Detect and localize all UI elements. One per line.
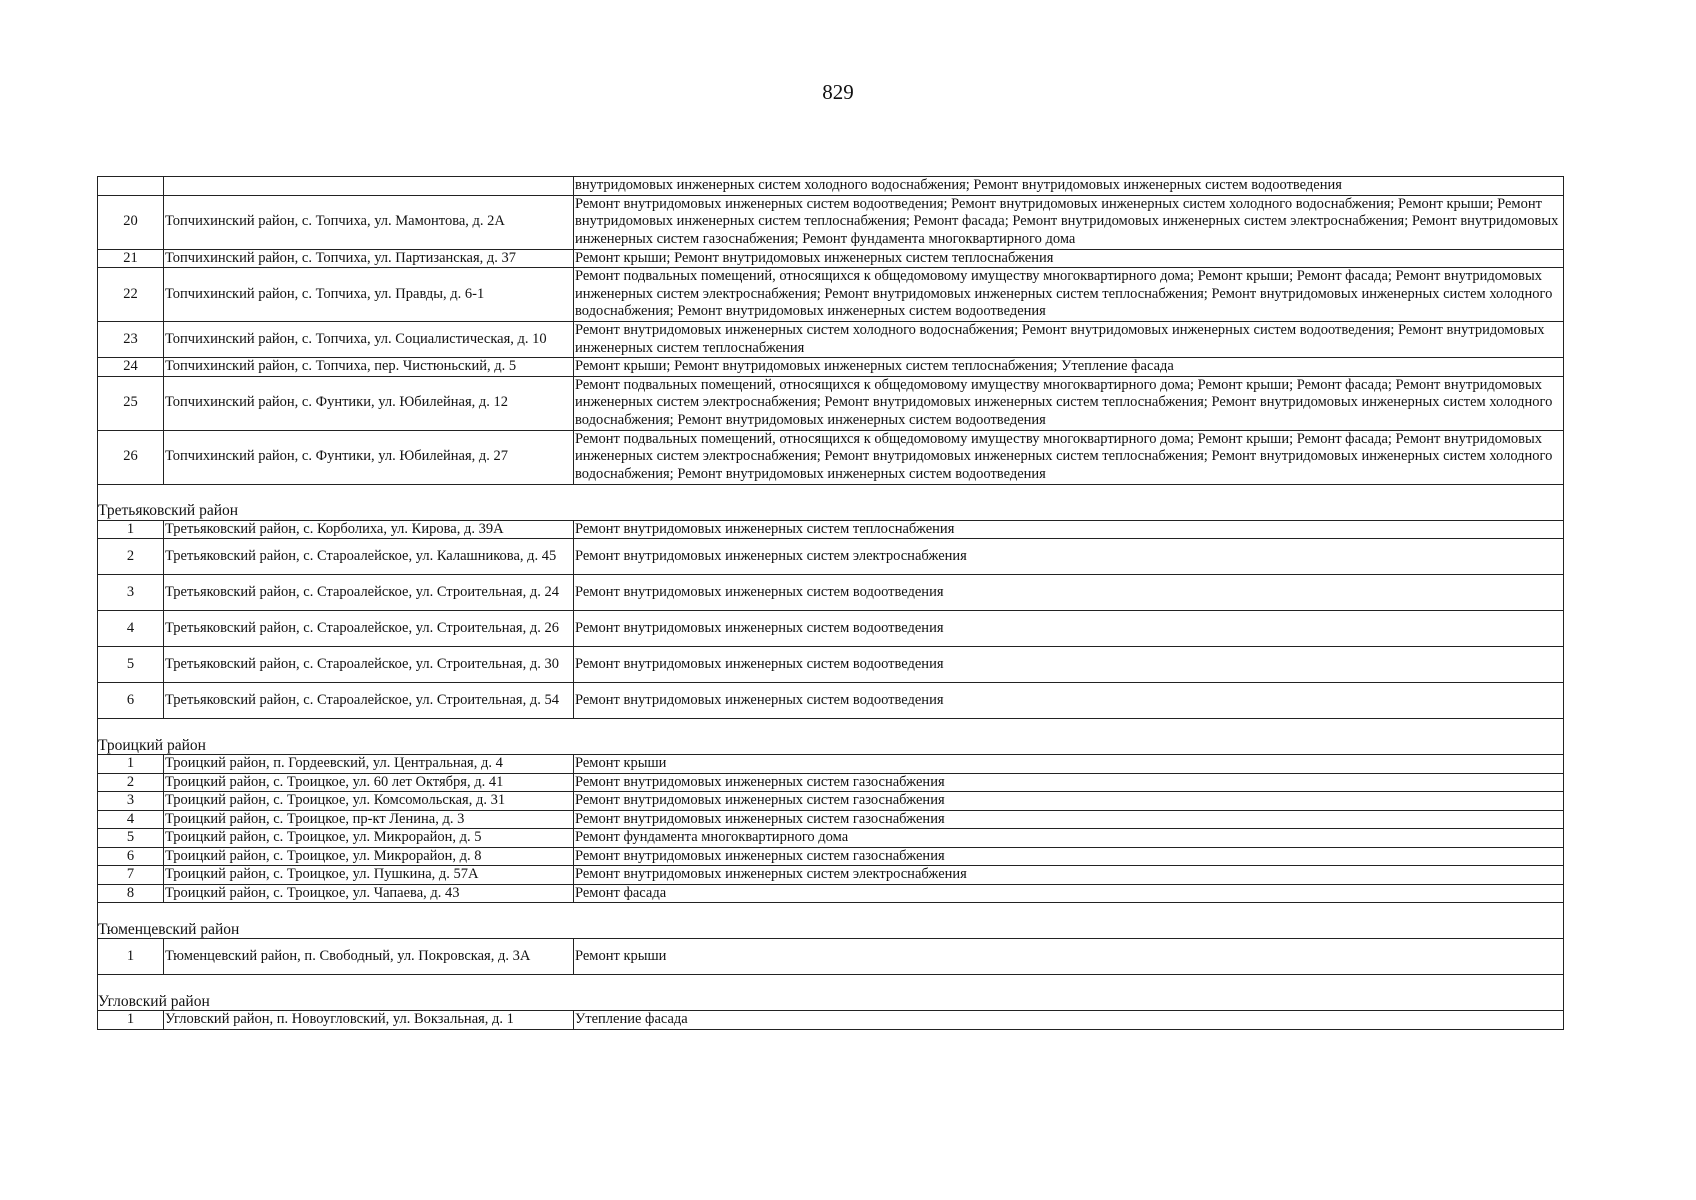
table-row (98, 177, 1564, 196)
table-row (98, 683, 1564, 719)
row-address: Третьяковский район, с. Корболиха, ул. Кирова, д. 39А (164, 520, 574, 539)
row-number: 8 (98, 884, 164, 903)
table-row (98, 539, 1564, 575)
row-number: 5 (98, 829, 164, 848)
row-work: Ремонт внутридомовых инженерных систем газоснабжения (574, 773, 1564, 792)
row-address: Топчихинский район, с. Топчиха, ул. Социалистическая, д. 10 (164, 322, 574, 358)
section-title: Угловский район (98, 975, 1564, 1011)
row-address: Третьяковский район, с. Староалейское, ул. Строительная, д. 26 (164, 611, 574, 647)
row-address: Третьяковский район, с. Староалейское, ул. Калашникова, д. 45 (164, 539, 574, 575)
row-work: Ремонт внутридомовых инженерных систем водоотведения; Ремонт внутридомовых инженерных систем холодного водоснабжения; Ремонт крыши; Ремонт внутридомовых инженерных систем теплоснабжения; Ремонт фасада; Ремонт внутридомовых инженерных систем электроснабжения; Ремонт внутридомовых инженерных систем газоснабжения; Ремонт фундамента многоквартирного дома (574, 195, 1564, 249)
row-address: Троицкий район, с. Троицкое, ул. Пушкина, д. 57А (164, 866, 574, 885)
row-address: Третьяковский район, с. Староалейское, ул. Строительная, д. 54 (164, 683, 574, 719)
row-work: Утепление фасада (574, 1011, 1564, 1030)
table-row (98, 829, 1564, 848)
row-number: 21 (98, 249, 164, 268)
row-address: Троицкий район, с. Троицкое, пр-кт Ленина, д. 3 (164, 810, 574, 829)
row-work: Ремонт внутридомовых инженерных систем теплоснабжения (574, 520, 1564, 539)
table-row (98, 520, 1564, 539)
row-address: Третьяковский район, с. Староалейское, ул. Строительная, д. 24 (164, 575, 574, 611)
table-row (98, 376, 1564, 430)
row-number: 1 (98, 939, 164, 975)
section-heading-row (98, 975, 1564, 1011)
row-number: 25 (98, 376, 164, 430)
row-work: Ремонт фасада (574, 884, 1564, 903)
table-row (98, 430, 1564, 484)
row-number: 5 (98, 647, 164, 683)
row-number: 1 (98, 520, 164, 539)
table-row (98, 884, 1564, 903)
row-number: 4 (98, 611, 164, 647)
row-number: 2 (98, 773, 164, 792)
section-title: Третьяковский район (98, 484, 1564, 520)
table-row (98, 773, 1564, 792)
table-row (98, 195, 1564, 249)
row-work: Ремонт подвальных помещений, относящихся к общедомовому имуществу многоквартирного дома; Ремонт крыши; Ремонт фасада; Ремонт внутридомовых инженерных систем электроснабжения; Ремонт внутридомовых инженерных систем теплоснабжения; Ремонт внутридомовых инженерных систем холодного водоснабжения; Ремонт внутридомовых инженерных систем водоотведения (574, 430, 1564, 484)
row-work: Ремонт крыши; Ремонт внутридомовых инженерных систем теплоснабжения (574, 249, 1564, 268)
row-address: Троицкий район, п. Гордеевский, ул. Центральная, д. 4 (164, 755, 574, 774)
section-heading-row (98, 484, 1564, 520)
row-address: Троицкий район, с. Троицкое, ул. Микрорайон, д. 8 (164, 847, 574, 866)
row-number: 23 (98, 322, 164, 358)
section-title: Тюменцевский район (98, 903, 1564, 939)
row-address: Тюменцевский район, п. Свободный, ул. Покровская, д. 3А (164, 939, 574, 975)
row-work: Ремонт внутридомовых инженерных систем водоотведения (574, 683, 1564, 719)
section-heading-row (98, 719, 1564, 755)
row-number: 6 (98, 683, 164, 719)
row-work: Ремонт внутридомовых инженерных систем холодного водоснабжения; Ремонт внутридомовых инженерных систем водоотведения; Ремонт внутридомовых инженерных систем теплоснабжения (574, 322, 1564, 358)
row-address: Троицкий район, с. Троицкое, ул. Комсомольская, д. 31 (164, 792, 574, 811)
row-work: Ремонт подвальных помещений, относящихся к общедомовому имуществу многоквартирного дома; Ремонт крыши; Ремонт фасада; Ремонт внутридомовых инженерных систем электроснабжения; Ремонт внутридомовых инженерных систем теплоснабжения; Ремонт внутридомовых инженерных систем холодного водоснабжения; Ремонт внутридомовых инженерных систем водоотведения (574, 376, 1564, 430)
row-address: Троицкий район, с. Троицкое, ул. Чапаева, д. 43 (164, 884, 574, 903)
row-number (98, 177, 164, 196)
row-work: Ремонт внутридомовых инженерных систем газоснабжения (574, 810, 1564, 829)
row-number: 22 (98, 268, 164, 322)
row-address: Топчихинский район, с. Топчиха, ул. Партизанская, д. 37 (164, 249, 574, 268)
row-address: Топчихинский район, с. Топчиха, ул. Мамонтова, д. 2А (164, 195, 574, 249)
row-work: Ремонт подвальных помещений, относящихся к общедомовому имуществу многоквартирного дома; Ремонт крыши; Ремонт фасада; Ремонт внутридомовых инженерных систем электроснабжения; Ремонт внутридомовых инженерных систем теплоснабжения; Ремонт внутридомовых инженерных систем холодного водоснабжения; Ремонт внутридомовых инженерных систем водоотведения (574, 268, 1564, 322)
table-row (98, 810, 1564, 829)
table-row (98, 358, 1564, 377)
row-work: Ремонт внутридомовых инженерных систем электроснабжения (574, 539, 1564, 575)
row-work: Ремонт крыши (574, 755, 1564, 774)
row-work: Ремонт внутридомовых инженерных систем водоотведения (574, 611, 1564, 647)
table-row (98, 268, 1564, 322)
row-address: Топчихинский район, с. Фунтики, ул. Юбилейная, д. 27 (164, 430, 574, 484)
row-work: внутридомовых инженерных систем холодного водоснабжения; Ремонт внутридомовых инженерных систем водоотведения (574, 177, 1564, 196)
row-work: Ремонт внутридомовых инженерных систем газоснабжения (574, 847, 1564, 866)
row-address: Троицкий район, с. Троицкое, ул. Микрорайон, д. 5 (164, 829, 574, 848)
section-title: Троицкий район (98, 719, 1564, 755)
row-number: 6 (98, 847, 164, 866)
table-row (98, 575, 1564, 611)
table-row (98, 611, 1564, 647)
table-row (98, 322, 1564, 358)
row-address: Третьяковский район, с. Староалейское, ул. Строительная, д. 30 (164, 647, 574, 683)
row-number: 1 (98, 755, 164, 774)
row-work: Ремонт внутридомовых инженерных систем электроснабжения (574, 866, 1564, 885)
table-row (98, 792, 1564, 811)
row-number: 2 (98, 539, 164, 575)
row-address: Топчихинский район, с. Топчиха, ул. Правды, д. 6-1 (164, 268, 574, 322)
page-number: 829 (822, 80, 854, 104)
row-number: 26 (98, 430, 164, 484)
table-row (98, 939, 1564, 975)
row-work: Ремонт крыши; Ремонт внутридомовых инженерных систем теплоснабжения; Утепление фасада (574, 358, 1564, 377)
row-address: Троицкий район, с. Троицкое, ул. 60 лет Октября, д. 41 (164, 773, 574, 792)
repair-registry-table (97, 176, 1564, 1030)
row-work: Ремонт крыши (574, 939, 1564, 975)
row-address: Топчихинский район, с. Фунтики, ул. Юбилейная, д. 12 (164, 376, 574, 430)
table-row (98, 755, 1564, 774)
row-number: 3 (98, 575, 164, 611)
table-row (98, 1011, 1564, 1030)
row-work: Ремонт фундамента многоквартирного дома (574, 829, 1564, 848)
row-number: 24 (98, 358, 164, 377)
row-number: 4 (98, 810, 164, 829)
row-number: 20 (98, 195, 164, 249)
row-work: Ремонт внутридомовых инженерных систем газоснабжения (574, 792, 1564, 811)
table-row (98, 866, 1564, 885)
table-row (98, 249, 1564, 268)
row-address: Угловский район, п. Новоугловский, ул. Вокзальная, д. 1 (164, 1011, 574, 1030)
row-address: Топчихинский район, с. Топчиха, пер. Чистюньский, д. 5 (164, 358, 574, 377)
row-number: 7 (98, 866, 164, 885)
table-row (98, 847, 1564, 866)
row-number: 3 (98, 792, 164, 811)
row-number: 1 (98, 1011, 164, 1030)
row-address (164, 177, 574, 196)
table-row (98, 647, 1564, 683)
row-work: Ремонт внутридомовых инженерных систем водоотведения (574, 647, 1564, 683)
section-heading-row (98, 903, 1564, 939)
row-work: Ремонт внутридомовых инженерных систем водоотведения (574, 575, 1564, 611)
